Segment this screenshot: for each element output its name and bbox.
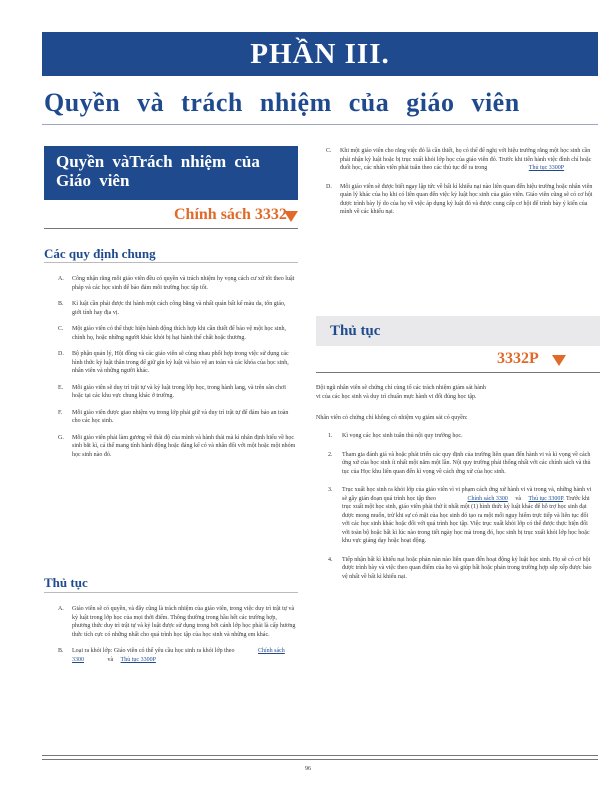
list-item [58, 409, 296, 426]
item-text: Kì vọng các học sinh tuân thủ nội quy trường học. [342, 433, 463, 439]
policy-3300-link[interactable]: Chính sách 3300 [72, 648, 285, 663]
item-text: Mỗi giáo viên được giao nhiệm vụ trong lớp phải giữ và duy trì trật tự để đảm bảo an toàn cho các học sinh. [72, 409, 289, 424]
item-text: Công nhận rằng mỗi giáo viên đều có quyền và trách nhiệm hy vọng cách cư xử tôt theo luật pháp và các học sinh để bảo đảm môi trường học tập tốt. [72, 276, 295, 291]
item-text: Khi một giáo viên cho rằng việc đó là cần thiết, họ có thể để nghị với hiệu trưởng rằng một học sinh cần phải nhận kỷ luật hoặc bị trục xuất khỏi lớp học của giáo viên đó. Trước khi tiến hành việc đình chỉ hoặc đuổi học, các nhân viên phải tuân theo các thủ tục để ra trong [340, 148, 592, 171]
document-title: Quyền và trách nhiệm của giáo viên [44, 88, 520, 117]
item-marker: A. [58, 276, 64, 282]
list-item [58, 647, 296, 664]
item-text: Giáo viên sẽ có quyền, và đây cũng là trách nhiệm của giáo viên, trong việc duy trì trật tự và kỷ luật trong lớp học của mọi thời điểm. Thông thường trong hầu hết các trường hợp, phương thức duy trì trật tự và kỷ luật được sử dụng trong bởi cánh lớp học phải là cấp hương thức tích cực có những nhất cho quá trình học tập của học sinh và những em khác. [72, 606, 296, 638]
item-marker: 3. [328, 487, 333, 493]
item-marker: 2. [328, 451, 333, 458]
general-heading: Các quy định chung [44, 246, 156, 261]
item-text: Trục xuất học sinh ra khỏi lớp của giáo viên vì vi phạm cách ứng xử hành vi và trong và, những hành vi sẽ gây gián đoạn quá trình học tập theo [342, 487, 592, 502]
item-marker: E. [58, 384, 64, 391]
item-marker: G. [58, 434, 64, 441]
list-item [326, 147, 594, 173]
item-marker: 1. [328, 433, 333, 439]
item-text: Một giáo viên có thể thực hiện hành động thích hợp khi cần thiết để bảo vệ một học sinh, chính họ, hoặc những người khác khỏi bị hại hành thể chất hoặc thương. [72, 326, 287, 341]
item-conjunction: và [107, 656, 114, 663]
page-number: 96 [305, 766, 311, 772]
procedure-3300p-link[interactable]: Thủ tục 3300P [528, 495, 564, 502]
intro-paragraph: Đội ngũ nhân viên sẽ chứng chỉ cùng tổ các trách nhiệm giảm sát hành vi của các học sinh và duy trì chuẩn mực hành vi đối đúng học tập. [316, 385, 486, 400]
list-item [58, 325, 296, 342]
procedure-title-box [316, 316, 600, 346]
item-text: Tham gia đánh giá và hoặc phát triển các quy định của trường liên quan đến hành vi và kì vọng về cách ứng xử của học sinh ít nhất một năm một lần. Nội quy trường phải thống nhất với các chính sách và thủ tục của Học khu liên quan đến kì vọng về cách ứng xử của học sinh. [342, 451, 591, 475]
procedure-divider [316, 372, 600, 373]
list-item [58, 300, 296, 317]
section-title: Quyền vàTrách nhiệm của Giáo viên [56, 152, 260, 190]
item-text: Bộ phận quản lý, Hội đồng và các giáo viên sẽ cùng nhau phối hợp trong việc sử dụng các hình thức kỷ luật thân trong để giữ gìn kỷ luật và bảo vệ an toàn và các khóa của học sinh, nhân viên và những người khác. [72, 351, 289, 374]
policy-3300-link[interactable]: Chính sách 3300 [467, 495, 508, 502]
item-text: Loại ra khỏi lớp: Giáo viên có thể yêu cầu học sinh ra khỏi lớp theo [72, 648, 235, 654]
policy-label: Chính sách 3332 [174, 206, 287, 223]
procedure-3300p-link[interactable]: Thủ tục 3300P [120, 656, 156, 663]
intro-paragraph-2: Nhân viên có chứng chỉ không có nhiệm vụ giám sát có quyền: [316, 415, 468, 421]
title-divider [42, 124, 598, 125]
section-title-box [44, 146, 298, 200]
list-item [58, 275, 296, 292]
procedure-list [58, 605, 296, 664]
item-marker: F. [58, 409, 63, 416]
footer-rule-top [42, 755, 598, 756]
list-item [58, 605, 296, 639]
procedure-heading: Thủ tục [44, 575, 88, 590]
general-heading-rule [44, 262, 298, 263]
item-text: Tiếp nhận bất kì khiếu nại hoặc phàn nàn nào liên quan đến hoạt động kỷ luật học sinh. Họ sẽ có cơ hội được trình bày và việc theo quan điểm của họ và giúp bất hoặc phản trong trường hợp sắp xếp được bảo vệ nhất về bất kì khiếu nại. [342, 556, 592, 580]
policy-divider [44, 228, 298, 229]
item-text: Kỉ luật cần phải được thi hành một cách công bằng và nhất quán bất kể màu da, tôn giáo, giới tính hay địa vị. [72, 301, 286, 316]
triangle-down-icon [552, 355, 566, 366]
item-marker: A. [58, 606, 64, 612]
item-marker: B. [58, 648, 64, 654]
list-item [328, 556, 596, 582]
item-marker: D. [326, 183, 332, 190]
procedure-code: 3332P [497, 350, 539, 367]
item-text: Mỗi giáo viên sẽ duy trì trật tự và kỷ luật trong lớp học, trong hành lang, và trên sân chơi hoặc tại các khu vực chung khác ở trường. [72, 384, 286, 399]
list-item [328, 486, 596, 546]
item-marker: 4. [328, 556, 333, 563]
item-text-tail: . Trước khi trục xuất một học sinh, giáo viên phải thử ít nhất một (1) hình thức kỷ luật khác để hỗ trợ học sinh đạt được mong muốn, trừ khi sự có mặt của học sinh đó tạo ra một mối nguy hiểm trực tiếp và liên tục đối với các học sinh khác hoặc đối với quá trình học tập. Việc trục xuất khỏi lớp có thể được thực hiện đối với toàn bộ hoặc bất kì lúc nào trong tiết ngày học mà trong đó, học sinh bị trục xuất khỏi lớp học hoặc khu vực giảng dạy hoặc hoạt động. [342, 495, 590, 544]
procedure-heading-rule [44, 592, 298, 593]
list-item [328, 432, 596, 441]
item-text: Mỗi giáo viên phải làm gương về thái độ của mình và hành thái mà kì nhân định hiểu về học sinh bắt kì, cả thể mang tính hành động hoặc đáng kể có và nhân đổi với một hoặc một nhóm học sinh nào đó. [72, 434, 296, 458]
procedure-title: Thủ tục [330, 323, 381, 339]
part-banner [42, 32, 598, 76]
footer-rule-bottom [42, 759, 598, 760]
triangle-down-icon [284, 211, 298, 222]
list-item [58, 384, 296, 401]
procedure-3300p-link[interactable]: Thủ tục 3300P [528, 165, 565, 171]
item-text: Mỗi giáo viên sẽ được biết ngay lập tức về bất kì khiếu nại nào liên quan đến hiệu trưởng hoặc nhân viên quản lý khác của họ khi có liên quan đến việc kỷ luật học sinh của giáo viên. Giáo viên cũng sẽ có cơ hội được trình bày lý do của họ về việc áp dụng kỷ luật đó và được cung cấp cơ hội để trình bày ý kiến của mình về các khiếu nại. [340, 183, 593, 215]
item-marker: B. [58, 301, 64, 307]
rights-list [328, 432, 596, 581]
list-item [58, 434, 296, 460]
item-marker: C. [58, 326, 64, 332]
item-marker: C. [326, 148, 332, 154]
list-item [326, 183, 594, 217]
right-top-list [326, 147, 594, 217]
item-marker: D. [58, 351, 64, 357]
general-list [58, 275, 296, 459]
item-conjunction: và [515, 495, 521, 502]
part-banner-text: PHẦN III. [250, 38, 390, 70]
list-item [58, 350, 296, 376]
list-item [328, 451, 596, 477]
